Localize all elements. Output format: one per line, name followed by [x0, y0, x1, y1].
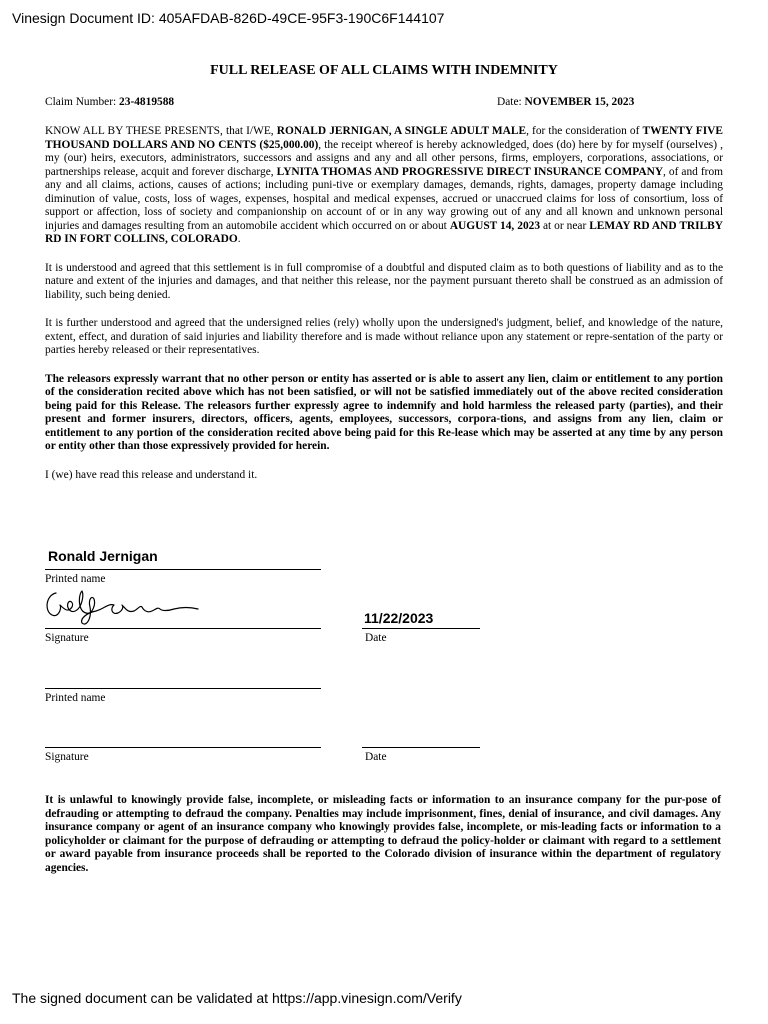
date-label: Date: [365, 632, 387, 644]
releasor-name: RONALD JERNIGAN, A SINGLE ADULT MALE: [276, 125, 527, 137]
accident-date: AUGUST 14, 2023: [449, 219, 541, 232]
compromise-paragraph: It is understood and agreed that this settlement is in full compromise of a doubtful and disputed claim as to both questions of liability and as to the nature and extent of the injuries and damages, and that neither this release, nor the payment pursuant thereto shall be construed as an admission of liability, such being denied.: [45, 261, 723, 301]
consideration-amount: TWENTY FIVE THOUSAND DOLLARS AND NO CENTS ($25,000.00): [45, 125, 724, 151]
printed-name-label: Printed name: [45, 573, 106, 585]
claim-number: [45, 96, 174, 110]
reliance-paragraph: It is further understood and agreed that the undersigned relies (rely) wholly upon the undersigned's judgment, belief, and knowledge of the nature, extent, effect, and duration of said injuries and liability therefore and is made without reliance upon any statement or repre-sentation of the party or parties hereby released or their representatives.: [45, 317, 723, 356]
release-paragraph: [45, 125, 723, 247]
p1-text-a: KNOW ALL BY THESE PRESENTS, that I/WE,: [45, 125, 277, 137]
p1-text-c: , for the consideration of: [526, 125, 643, 137]
document-id-banner: Vinesign Document ID: 405AFDAB-826D-49CE-95F3-190C6F144107: [12, 10, 445, 26]
acknowledgement-paragraph: I (we) have read this release and understand it.: [45, 468, 258, 481]
release-document: [45, 62, 723, 482]
document-date-label: Date:: [497, 96, 522, 108]
verification-banner: The signed document can be validated at https://app.vinesign.com/Verify: [12, 990, 462, 1006]
date-line: [362, 628, 480, 629]
printed-name-line: [45, 569, 321, 570]
fraud-warning: It is unlawful to knowingly provide false, incomplete, or misleading facts or information to an insurance company for the pur-pose of defrauding or attempting to defraud the company. Penalties may include imprisonment, fines, denial of insurance, and civil damages. Any insurance company or agent of an insurance company who knowingly provides false, incomplete, or mis-leading facts or information to a policyholder or claimant for the purpose of defrauding or attempting to defraud the policy-holder or claimant with regard to a settlement or award payable from insurance proceeds shall be reported to the Colorado division of insurance within the department of regulatory agencies.: [45, 794, 721, 874]
p1-text-e: , the receipt whereof is hereby acknowledged, does (do) here by for myself (ourselves) , my (our) heirs, executors, administrators, successors and assigns and any and all other persons, firms, employers, corporations, associations, or partnerships release, acquit and forever discharge,: [45, 138, 723, 178]
claim-meta-row: [45, 96, 723, 110]
claim-number-label: Claim Number:: [45, 96, 117, 108]
p1-text-i: at or near: [540, 219, 590, 232]
document-date-value: NOVEMBER 15, 2023: [524, 96, 635, 108]
signature-label: Signature: [45, 632, 89, 644]
printed-name-label-2: Printed name: [45, 692, 106, 704]
signature-line-2: [45, 747, 321, 748]
signature-image: [42, 585, 202, 629]
released-parties: LYNITA THOMAS AND PROGRESSIVE DIRECT INSURANCE COMPANY: [276, 165, 664, 178]
printed-name-value: Ronald Jernigan: [48, 548, 158, 564]
date-label-2: Date: [365, 751, 387, 763]
document-title: FULL RELEASE OF ALL CLAIMS WITH INDEMNITY: [210, 63, 558, 78]
signed-date-value: 11/22/2023: [364, 610, 434, 626]
p1-text-g: , of and from any and all claims, actions, causes of actions; including puni-tive or exemplary damages, demands, rights, damages, property damage including diminution of value, costs, loss of wages, expenses, hospital and medical expenses, accrued or unaccrued claims for loss of consortium, loss of support or affection, loss of society and companionship on account of or in any way growing out of any and all known and unknown personal injuries and damages resulting from an automobile accident which occurred on or about: [45, 165, 723, 232]
signature-line: [45, 628, 321, 629]
document-date: [497, 96, 634, 110]
printed-name-line-2: [45, 688, 321, 689]
signature-label-2: Signature: [45, 751, 89, 763]
claim-number-value: 23-4819588: [119, 96, 175, 108]
date-line-2: [362, 747, 480, 748]
p1-text-k: .: [237, 233, 241, 245]
accident-location: LEMAY RD AND TRILBY RD IN FORT COLLINS, COLORADO: [45, 219, 723, 245]
indemnity-paragraph: The releasors expressly warrant that no other person or entity has asserted or is able to assert any lien, claim or entitlement to any portion of the consideration recited above which has not been satisfied, or will not be satisfied immediately out of the above recited consideration being paid for this Release. The releasors further expressly agree to indemnify and hold harmless the released party (parties), and their present and former insurers, directors, officers, agents, employees, successors, corpora-tions, and assigns from any lien, claim or entitlement to any portion of the consideration recited above being paid for this Re-lease which may be asserted at any time by any person or entity other than those expressively provided for herein.: [45, 372, 723, 452]
